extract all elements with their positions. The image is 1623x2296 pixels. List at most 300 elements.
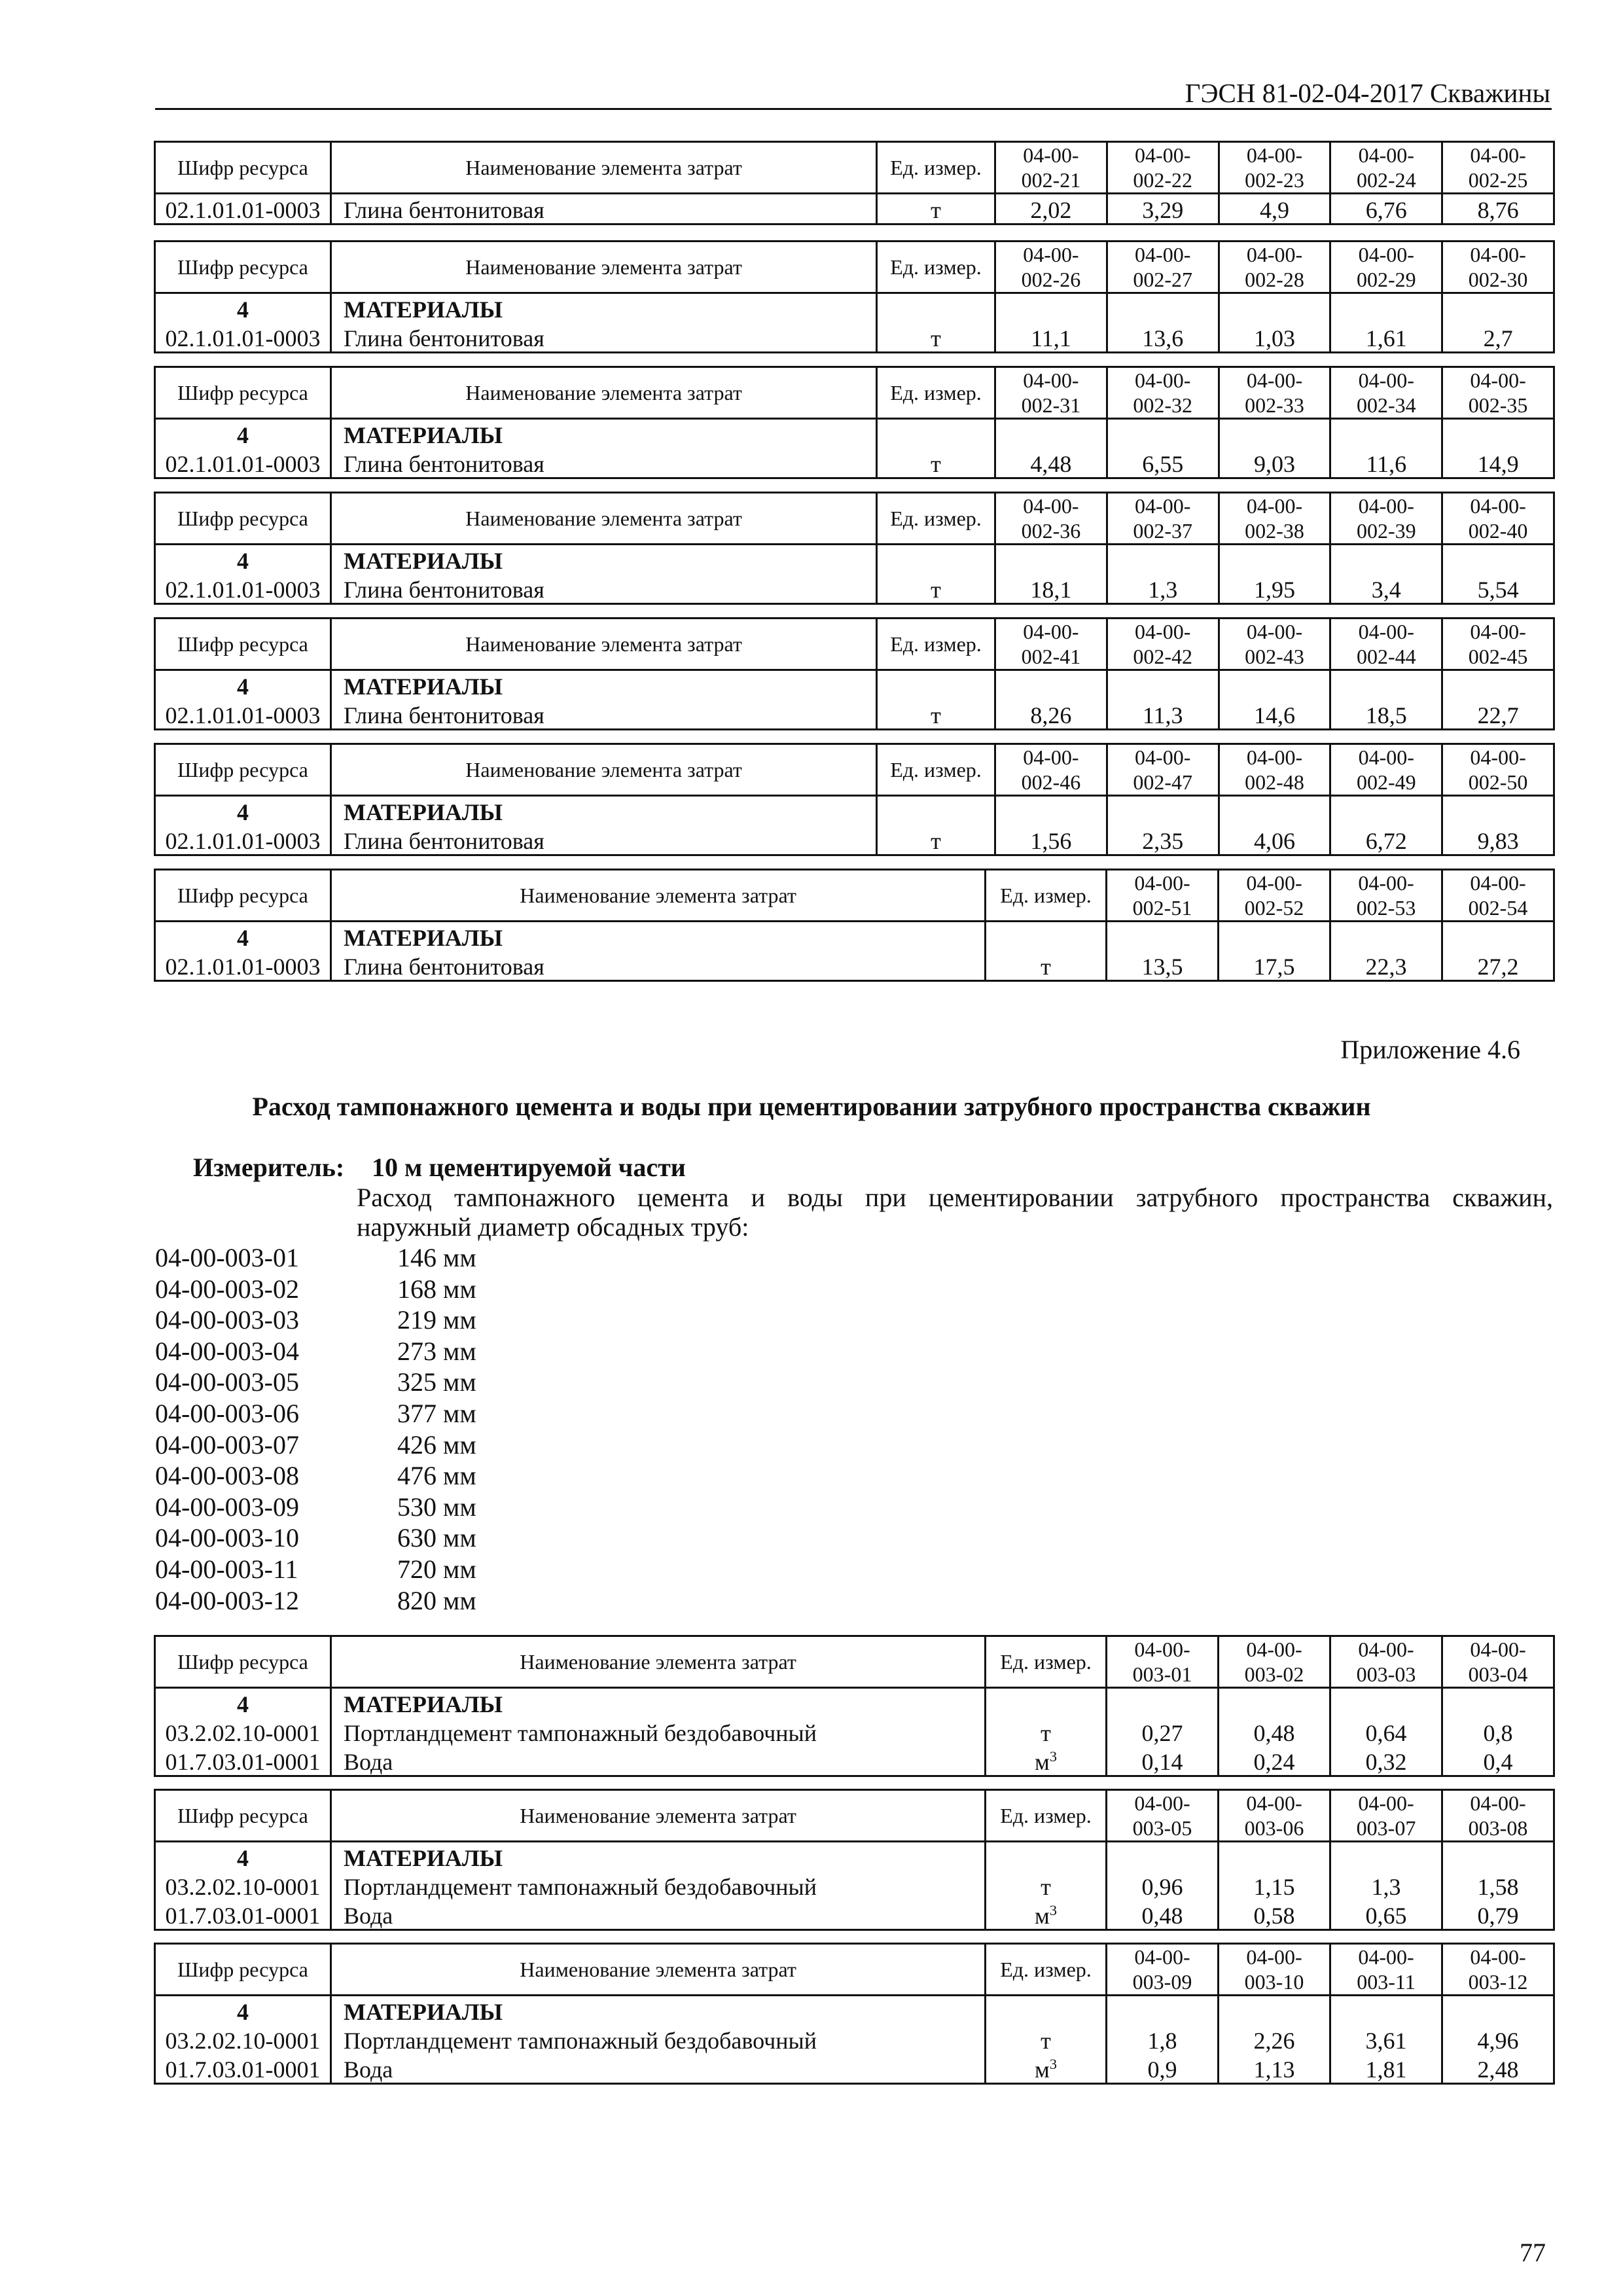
table-row [155, 1688, 1554, 1718]
header-norm-code [1107, 619, 1219, 670]
resource-value: 22,7 [1442, 700, 1554, 730]
header-norm-code [1219, 1944, 1330, 1996]
header-norm-code [1442, 1944, 1554, 1996]
header-norm-code-part: 002-32 [1133, 393, 1193, 417]
table-row [155, 1900, 1554, 1930]
resource-unit: $м^3$ [986, 1746, 1107, 1776]
header-norm-code-part: 002-24 [1356, 168, 1416, 192]
header-name: Наименование элемента затрат [331, 1944, 986, 1996]
header-norm-code-part: 04-00- [1358, 494, 1414, 518]
header-unit: Ед. измер. [877, 142, 995, 194]
header-norm-code-part: 04-00- [1470, 243, 1526, 266]
table-row [155, 1871, 1554, 1900]
header-norm-code [995, 744, 1107, 796]
resource-value: 22,3 [1330, 951, 1442, 981]
resource-name: Глина бентонитовая [331, 951, 986, 981]
header-norm-code [1107, 1944, 1219, 1996]
table-row [155, 922, 1554, 952]
header-norm-code [1107, 870, 1219, 922]
resource-value [1219, 1996, 1330, 2026]
unit-superscript: 3 [1049, 2056, 1057, 2072]
resource-name: МАТЕРИАЛЫ [331, 1688, 986, 1718]
diameter-size: 377 мм [397, 1399, 476, 1428]
header-norm-code-part: 04-00- [1358, 243, 1414, 266]
header-norm-code-part: 002-54 [1468, 896, 1528, 920]
header-norm-code-part: 002-27 [1133, 268, 1193, 291]
header-norm-code-part: 04-00- [1023, 745, 1079, 769]
diameter-size: 168 мм [397, 1274, 476, 1304]
header-norm-code-part: 04-00- [1023, 494, 1079, 518]
resource-value: 14,9 [1442, 448, 1554, 478]
resource-value [1442, 419, 1554, 449]
header-norm-code [1330, 142, 1442, 194]
header-unit: Ед. измер. [986, 870, 1107, 922]
header-norm-code-part: 002-30 [1468, 268, 1528, 291]
resource-name: Глина бентонитовая [331, 448, 877, 478]
table-row [155, 670, 1554, 700]
header-norm-code [1330, 493, 1442, 545]
resource-value [1330, 1842, 1442, 1872]
unit-superscript: 3 [1049, 1902, 1057, 1918]
header-norm-code-part: 003-05 [1132, 1816, 1192, 1840]
resource-value [1330, 1688, 1442, 1718]
resource-code: 4 [155, 922, 331, 952]
header-norm-code-part: 04-00- [1246, 1638, 1302, 1661]
header-norm-code-part: 002-48 [1245, 770, 1304, 794]
header-norm-code-part: 003-10 [1244, 1970, 1304, 1994]
header-norm-code-part: 04-00- [1135, 494, 1191, 518]
header-norm-code-part: 04-00- [1023, 368, 1079, 392]
header-norm-code-part: 04-00- [1470, 1945, 1526, 1969]
header-name: Наименование элемента затрат [331, 242, 877, 293]
header-norm-code [1219, 242, 1330, 293]
resource-table [154, 617, 1555, 730]
resource-value [1442, 1996, 1554, 2026]
resource-value [1442, 1842, 1554, 1872]
diameter-code: 04-00-003-09 [155, 1492, 299, 1522]
resource-value [1442, 922, 1554, 952]
header-norm-code-part: 002-46 [1021, 770, 1081, 794]
header-norm-code [1442, 493, 1554, 545]
resource-value: 1,15 [1219, 1871, 1330, 1900]
diameter-size: 273 мм [397, 1336, 476, 1366]
resource-value [1442, 293, 1554, 323]
header-norm-code-part: 04-00- [1246, 745, 1303, 769]
resource-code: 4 [155, 796, 331, 826]
resource-value [1442, 670, 1554, 700]
resource-unit: т [877, 194, 995, 224]
resource-name: Глина бентонитовая [331, 700, 877, 730]
resource-unit: т [986, 1717, 1107, 1746]
table-header-row [155, 142, 1554, 194]
header-norm-code-part: 002-22 [1133, 168, 1193, 192]
resource-value [1330, 670, 1442, 700]
resource-value [1442, 796, 1554, 826]
resource-unit [877, 545, 995, 575]
resource-value: 0,96 [1107, 1871, 1219, 1900]
resource-value: 18,5 [1330, 700, 1442, 730]
resource-code: 4 [155, 670, 331, 700]
header-norm-code-part: 04-00- [1135, 368, 1191, 392]
resource-value [1330, 545, 1442, 575]
diameter-code: 04-00-003-05 [155, 1367, 299, 1397]
header-norm-code-part: 002-29 [1356, 268, 1416, 291]
header-norm-code-part: 002-39 [1356, 519, 1416, 543]
table-header-row [155, 1790, 1554, 1842]
header-norm-code-part: 002-44 [1356, 645, 1416, 668]
resource-name: Портландцемент тампонажный бездобавочный [331, 1717, 986, 1746]
table-row [155, 448, 1554, 478]
diameter-size: 476 мм [397, 1461, 476, 1490]
diameter-code: 04-00-003-07 [155, 1430, 299, 1460]
resource-value [1442, 545, 1554, 575]
description-line-1: Расход тампонажного цемента и воды при цементировании затрубного пространства скважин, [357, 1183, 1553, 1212]
header-norm-code-part: 04-00- [1470, 871, 1526, 895]
header-norm-code-part: 002-49 [1356, 770, 1416, 794]
header-norm-code [1219, 1636, 1330, 1688]
resource-value: 6,55 [1107, 448, 1219, 478]
resource-value: 1,58 [1442, 1871, 1554, 1900]
measure-label: Измеритель: [193, 1153, 345, 1182]
resource-unit: т [986, 2025, 1107, 2054]
header-norm-code-part: 04-00- [1246, 368, 1303, 392]
resource-value [1442, 1688, 1554, 1718]
header-norm-code-part: 002-50 [1468, 770, 1528, 794]
header-norm-code-part: 002-37 [1133, 519, 1193, 543]
header-norm-code [1107, 493, 1219, 545]
header-norm-code-part: 002-35 [1468, 393, 1528, 417]
header-norm-code-part: 002-53 [1356, 896, 1416, 920]
diameter-code: 04-00-003-06 [155, 1399, 299, 1428]
header-norm-code-part: 04-00- [1358, 368, 1414, 392]
resource-value: 1,3 [1330, 1871, 1442, 1900]
resource-unit [986, 1996, 1107, 2026]
header-norm-code [1107, 142, 1219, 194]
header-name: Наименование элемента затрат [331, 870, 986, 922]
resource-name: МАТЕРИАЛЫ [331, 922, 986, 952]
resource-value: 0,48 [1107, 1900, 1219, 1930]
resource-name: Вода [331, 2054, 986, 2084]
resource-unit [877, 796, 995, 826]
resource-value: 0,58 [1219, 1900, 1330, 1930]
header-unit: Ед. измер. [877, 367, 995, 419]
header-norm-code-part: 04-00- [1023, 620, 1079, 643]
table-row [155, 194, 1554, 224]
resource-table [154, 1943, 1555, 2085]
resource-table [154, 240, 1555, 353]
resource-unit [877, 419, 995, 449]
table-row [155, 796, 1554, 826]
header-norm-code-part: 04-00- [1358, 143, 1414, 167]
resource-value [1219, 922, 1330, 952]
resource-code: 03.2.02.10-0001 [155, 1717, 331, 1746]
diameter-code: 04-00-003-01 [155, 1243, 299, 1272]
header-norm-code [1442, 1636, 1554, 1688]
resource-code: 02.1.01.01-0003 [155, 825, 331, 855]
header-norm-code [1219, 870, 1330, 922]
header-norm-code-part: 003-11 [1357, 1970, 1416, 1994]
diameter-code: 04-00-003-10 [155, 1523, 299, 1552]
resource-value: 2,48 [1442, 2054, 1554, 2084]
resource-value [1107, 1842, 1219, 1872]
header-norm-code [1219, 744, 1330, 796]
header-norm-code-part: 04-00- [1135, 745, 1191, 769]
header-norm-code-part: 04-00- [1134, 1791, 1190, 1815]
resource-value: 1,13 [1219, 2054, 1330, 2084]
resource-value: 1,8 [1107, 2025, 1219, 2054]
resource-name: Вода [331, 1746, 986, 1776]
resource-unit [986, 1842, 1107, 1872]
table-row [155, 293, 1554, 323]
table-row [155, 323, 1554, 353]
resource-value: 9,03 [1219, 448, 1330, 478]
section-title: Расход тампонажного цемента и воды при цементировании затрубного пространства скважин [252, 1092, 1371, 1121]
measure-value: 10 м цементируемой части [372, 1153, 686, 1182]
resource-table [154, 1635, 1555, 1777]
resource-value: 2,7 [1442, 323, 1554, 353]
header-norm-code [995, 619, 1107, 670]
header-norm-code-part: 04-00- [1358, 871, 1414, 895]
table-header-row [155, 367, 1554, 419]
resource-value: 0,14 [1107, 1746, 1219, 1776]
resource-value: 0,24 [1219, 1746, 1330, 1776]
description-line-2: наружный диаметр обсадных труб: [357, 1212, 749, 1242]
resource-code: 02.1.01.01-0003 [155, 700, 331, 730]
resource-code: 4 [155, 1996, 331, 2026]
resource-value [1107, 922, 1219, 952]
table-header-row [155, 870, 1554, 922]
header-norm-code [1442, 744, 1554, 796]
resource-value: 18,1 [995, 574, 1107, 604]
resource-name: Портландцемент тампонажный бездобавочный [331, 1871, 986, 1900]
resource-value: 1,56 [995, 825, 1107, 855]
header-norm-code-part: 04-00- [1470, 745, 1526, 769]
resource-code: 02.1.01.01-0003 [155, 448, 331, 478]
header-norm-code-part: 002-38 [1245, 519, 1304, 543]
diameter-size: 219 мм [397, 1305, 476, 1335]
resource-name: МАТЕРИАЛЫ [331, 796, 877, 826]
resource-value: 6,76 [1330, 194, 1442, 224]
resource-unit: т [877, 448, 995, 478]
resource-unit: т [877, 574, 995, 604]
header-unit: Ед. измер. [877, 619, 995, 670]
header-norm-code-part: 002-41 [1021, 645, 1081, 668]
resource-code: 03.2.02.10-0001 [155, 2025, 331, 2054]
header-norm-code-part: 04-00- [1470, 368, 1526, 392]
header-name: Наименование элемента затрат [331, 1636, 986, 1688]
header-name: Наименование элемента затрат [331, 142, 877, 194]
header-unit: Ед. измер. [877, 744, 995, 796]
unit-superscript: 3 [1049, 1748, 1057, 1765]
resource-value [1330, 419, 1442, 449]
header-code: Шифр ресурса [155, 493, 331, 545]
resource-value: 9,83 [1442, 825, 1554, 855]
appendix-label: Приложение 4.6 [1340, 1035, 1520, 1064]
header-norm-code-part: 04-00- [1470, 143, 1526, 167]
resource-value: 2,26 [1219, 2025, 1330, 2054]
header-code: Шифр ресурса [155, 242, 331, 293]
header-norm-code-part: 002-26 [1021, 268, 1081, 291]
diameter-size: 720 мм [397, 1554, 476, 1584]
header-norm-code-part: 04-00- [1470, 620, 1526, 643]
resource-name: Вода [331, 1900, 986, 1930]
resource-value: 0,79 [1442, 1900, 1554, 1930]
table-header-row [155, 493, 1554, 545]
resource-name: МАТЕРИАЛЫ [331, 1996, 986, 2026]
header-norm-code [1442, 142, 1554, 194]
diameter-code: 04-00-003-04 [155, 1336, 299, 1366]
resource-value: 0,48 [1219, 1717, 1330, 1746]
resource-table [154, 492, 1555, 605]
header-norm-code [1107, 242, 1219, 293]
header-norm-code-part: 002-21 [1021, 168, 1081, 192]
table-header-row [155, 242, 1554, 293]
header-code: Шифр ресурса [155, 1790, 331, 1842]
table-row [155, 2025, 1554, 2054]
table-header-row [155, 1636, 1554, 1688]
header-norm-code-part: 002-28 [1245, 268, 1304, 291]
header-norm-code [1330, 242, 1442, 293]
resource-value: 1,81 [1330, 2054, 1442, 2084]
resource-value: 13,5 [1107, 951, 1219, 981]
header-norm-code-part: 003-04 [1468, 1662, 1528, 1686]
header-norm-code-part: 04-00- [1358, 745, 1414, 769]
resource-value: 1,61 [1330, 323, 1442, 353]
header-norm-code [1442, 242, 1554, 293]
header-name: Наименование элемента затрат [331, 619, 877, 670]
header-norm-code-part: 002-31 [1021, 393, 1081, 417]
header-norm-code-part: 04-00- [1470, 1791, 1526, 1815]
header-norm-code [995, 242, 1107, 293]
header-norm-code-part: 003-01 [1132, 1662, 1192, 1686]
header-code: Шифр ресурса [155, 1636, 331, 1688]
header-norm-code-part: 003-08 [1468, 1816, 1528, 1840]
header-norm-code-part: 04-00- [1358, 1945, 1414, 1969]
resource-code: 02.1.01.01-0003 [155, 323, 331, 353]
header-norm-code-part: 04-00- [1023, 243, 1079, 266]
resource-value [1219, 1688, 1330, 1718]
header-norm-code [1442, 619, 1554, 670]
resource-name: Глина бентонитовая [331, 323, 877, 353]
table-header-row [155, 744, 1554, 796]
resource-value [1107, 545, 1219, 575]
header-norm-code [995, 493, 1107, 545]
header-norm-code [1330, 1636, 1442, 1688]
table-row [155, 951, 1554, 981]
header-norm-code-part: 04-00- [1135, 620, 1191, 643]
header-norm-code [1330, 744, 1442, 796]
header-norm-code [1107, 367, 1219, 419]
resource-unit: т [877, 700, 995, 730]
header-norm-code-part: 04-00- [1246, 1791, 1302, 1815]
header-norm-code-part: 04-00- [1134, 1638, 1190, 1661]
resource-value [1107, 1996, 1219, 2026]
resource-value: 17,5 [1219, 951, 1330, 981]
header-unit: Ед. измер. [877, 493, 995, 545]
header-norm-code-part: 002-40 [1468, 519, 1528, 543]
resource-code: 4 [155, 1688, 331, 1718]
resource-value: 4,06 [1219, 825, 1330, 855]
resource-value [1219, 419, 1330, 449]
resource-unit [877, 670, 995, 700]
resource-name: Глина бентонитовая [331, 825, 877, 855]
resource-name: МАТЕРИАЛЫ [331, 419, 877, 449]
header-norm-code-part: 002-45 [1468, 645, 1528, 668]
resource-value [1330, 922, 1442, 952]
resource-value: 0,64 [1330, 1717, 1442, 1746]
header-norm-code-part: 003-03 [1356, 1662, 1416, 1686]
resource-value [1330, 293, 1442, 323]
table-row [155, 574, 1554, 604]
table-header-row [155, 619, 1554, 670]
resource-name: МАТЕРИАЛЫ [331, 670, 877, 700]
resource-value: 1,95 [1219, 574, 1330, 604]
header-norm-code-part: 003-12 [1468, 1970, 1528, 1994]
header-norm-code [1219, 367, 1330, 419]
resource-value: 4,96 [1442, 2025, 1554, 2054]
table-row [155, 419, 1554, 449]
table-row [155, 700, 1554, 730]
header-norm-code-part: 04-00- [1246, 243, 1303, 266]
header-norm-code-part: 04-00- [1470, 1638, 1526, 1661]
header-norm-code [995, 367, 1107, 419]
resource-value [995, 293, 1107, 323]
diameter-size: 630 мм [397, 1523, 476, 1552]
header-code: Шифр ресурса [155, 870, 331, 922]
header-norm-code [1330, 367, 1442, 419]
resource-code: 4 [155, 419, 331, 449]
header-unit: Ед. измер. [986, 1636, 1107, 1688]
resource-table [154, 869, 1555, 982]
page-number: 77 [1520, 2238, 1546, 2267]
resource-value: 6,72 [1330, 825, 1442, 855]
diameter-size: 530 мм [397, 1492, 476, 1522]
resource-value: 5,54 [1442, 574, 1554, 604]
header-norm-code-part: 04-00- [1246, 494, 1303, 518]
resource-name: Портландцемент тампонажный бездобавочный [331, 2025, 986, 2054]
resource-code: 4 [155, 293, 331, 323]
resource-value [1219, 1842, 1330, 1872]
diameter-code: 04-00-003-12 [155, 1586, 299, 1615]
resource-code: 02.1.01.01-0003 [155, 951, 331, 981]
header-norm-code-part: 002-34 [1356, 393, 1416, 417]
header-norm-code-part: 002-25 [1468, 168, 1528, 192]
header-norm-code [1219, 619, 1330, 670]
resource-value: 0,32 [1330, 1746, 1442, 1776]
header-unit: Ед. измер. [986, 1944, 1107, 1996]
header-norm-code [1330, 1790, 1442, 1842]
header-norm-code [1107, 744, 1219, 796]
header-norm-code-part: 002-36 [1021, 519, 1081, 543]
resource-name: Глина бентонитовая [331, 574, 877, 604]
resource-name: МАТЕРИАЛЫ [331, 293, 877, 323]
resource-value: 8,26 [995, 700, 1107, 730]
resource-value [1330, 1996, 1442, 2026]
header-norm-code-part: 002-52 [1244, 896, 1304, 920]
header-unit: Ед. измер. [877, 242, 995, 293]
header-code: Шифр ресурса [155, 619, 331, 670]
resource-value: 11,1 [995, 323, 1107, 353]
resource-table [154, 141, 1555, 225]
header-norm-code [1330, 870, 1442, 922]
header-norm-code-part: 04-00- [1135, 243, 1191, 266]
resource-value: 0,65 [1330, 1900, 1442, 1930]
resource-code: 4 [155, 1842, 331, 1872]
resource-value [1330, 796, 1442, 826]
header-norm-code-part: 04-00- [1023, 143, 1079, 167]
header-norm-code [1330, 619, 1442, 670]
header-norm-code-part: 003-07 [1356, 1816, 1416, 1840]
